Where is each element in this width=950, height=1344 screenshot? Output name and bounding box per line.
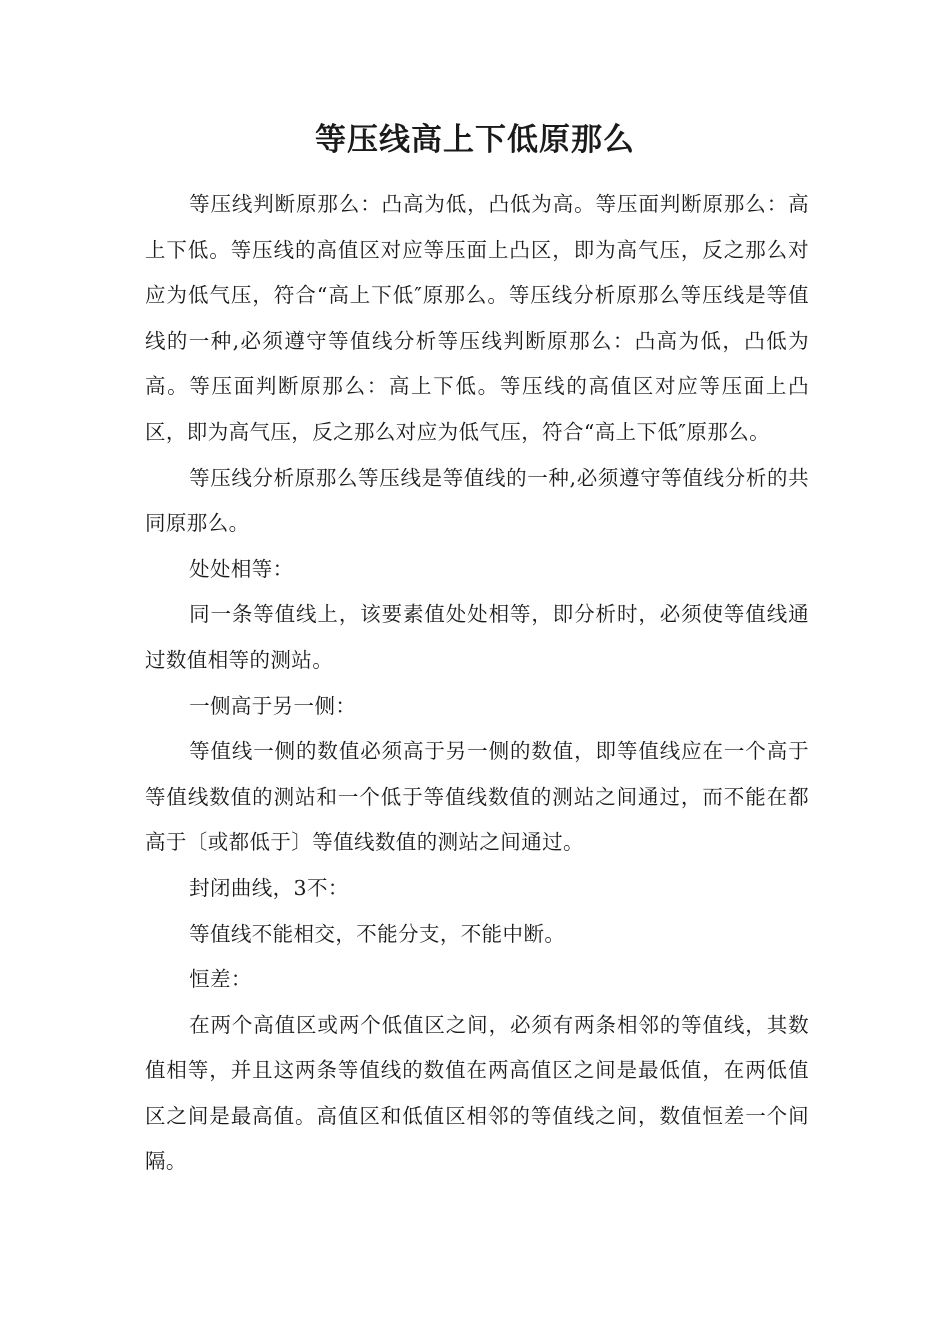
paragraph-isobar-rules: 等压线判断原那么：凸高为低，凸低为高。等压面判断原那么：高上下低。等压线的高值区对应等压面上凸区，即为高气压，反之那么对应为低气压，符合“高上下低″原那么。等压线分析原那么等压线是等值线的一种,必须遵守等值线分析等压线判断原那么：凸高为低，凸低为高。等压面判断原那么：高上下低。等压线的高值区对应等压面上凸区，即为高气压，反之那么对应为低气压，符合“高上下低″原那么。 (145, 192, 809, 444)
paragraph-analysis-principle: 等压线分析原那么等压线是等值线的一种,必须遵守等值线分析的共同原那么。 (145, 465, 809, 536)
heading-one-side-higher: 一侧高于另一侧： (189, 693, 357, 718)
heading-closed-curve: 封闭曲线，3不： (189, 875, 349, 900)
document-title: 等压线高上下低原那么 (315, 122, 635, 158)
document-body (145, 182, 809, 1185)
paragraph-constant-difference: 在两个高值区或两个低值区之间，必须有两条相邻的等值线，其数值相等，并且这两条等值线的数值在两高值区之间是最低值，在两低值区之间是最高值。高值区和低值区相邻的等值线之间，数值恒差一个间隔。 (145, 1012, 809, 1174)
paragraph-one-side-higher: 等值线一侧的数值必须高于另一侧的数值，即等值线应在一个高于等值线数值的测站和一个低于等值线数值的测站之间通过，而不能在都高于〔或都低于〕等值线数值的测站之间通过。 (145, 739, 809, 855)
heading-constant-difference: 恒差： (189, 967, 252, 992)
paragraph-closed-curve: 等值线不能相交，不能分支，不能中断。 (189, 921, 566, 946)
paragraph-equal-everywhere: 同一条等值线上，该要素值处处相等，即分析时，必须使等值线通过数值相等的测站。 (145, 602, 809, 672)
heading-equal-everywhere: 处处相等： (189, 556, 294, 581)
